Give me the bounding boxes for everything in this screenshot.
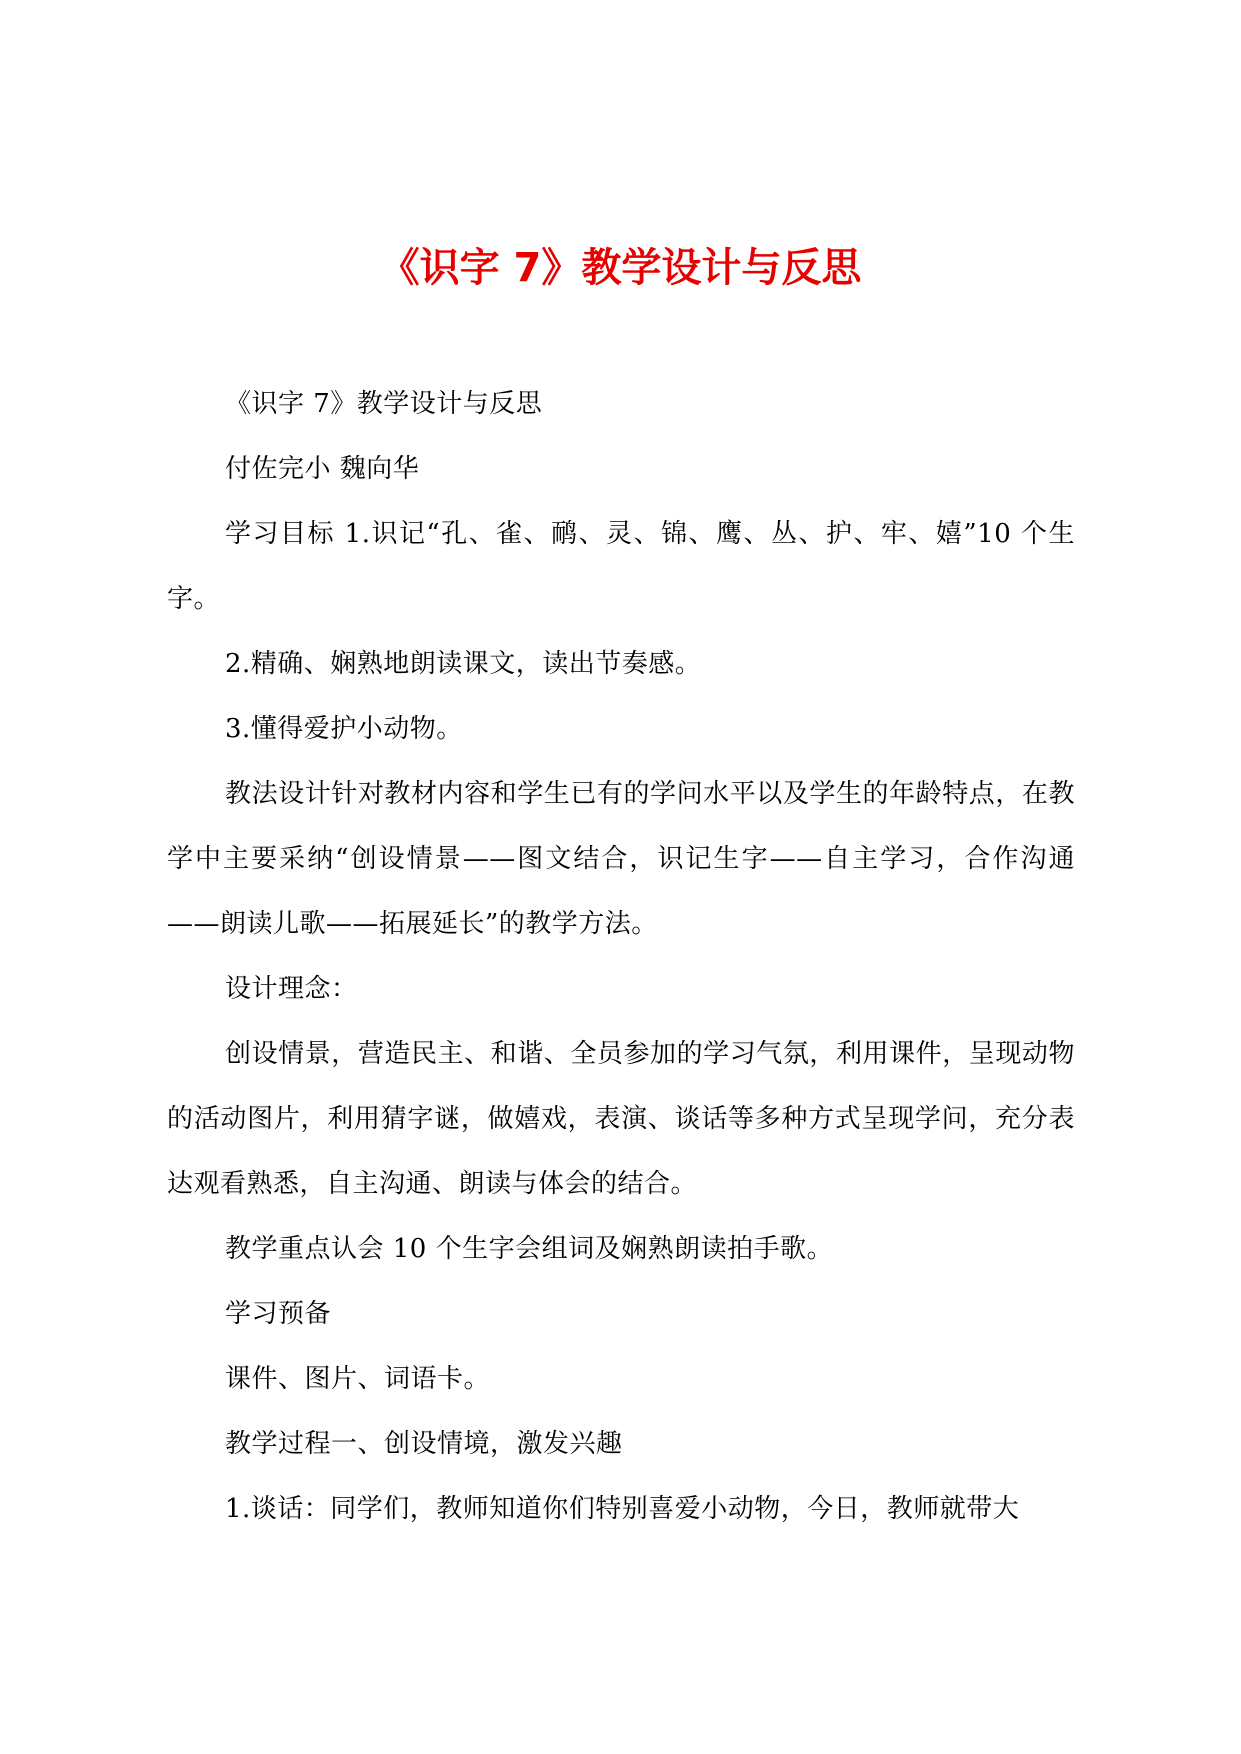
document-body [167,372,1075,1542]
paragraph-preparation: 课件、图片、词语卡。 [225,1364,491,1394]
paragraph-subtitle: 《识字 7》教学设计与反思 [225,389,543,419]
paragraph-teaching-method: 教法设计针对教材内容和学生已有的学问水平以及学生的年龄特点，在教学中主要采纳“创设情景——图文结合，识记生字——自主学习，合作沟通——朗读儿歌——拓展延长”的教学方法。 [167,779,1075,939]
paragraph-learning-goal-3: 3.懂得爱护小动物。 [225,714,463,744]
paragraph-design-concept: 创设情景，营造民主、和谐、全员参加的学习气氛，利用课件，呈现动物的活动图片，利用猜字谜，做嬉戏，表演、谈话等多种方式呈现学问，充分表达观看熟悉，自主沟通、朗读与体会的结合。 [167,1039,1075,1199]
paragraph-teaching-process: 教学过程一、创设情境，激发兴趣 [225,1429,623,1459]
paragraph-learning-goal-1: 学习目标 1.识记“孔、雀、鸸、灵、锦、鹰、丛、护、牢、嬉”10 个生字。 [167,519,1075,614]
paragraph-design-concept-heading: 设计理念： [225,974,358,1004]
paragraph-preparation-heading: 学习预备 [225,1299,332,1329]
paragraph-step-1: 1.谈话：同学们，教师知道你们特别喜爱小动物，今日，教师就带大 [225,1494,1020,1524]
document-title: 《识字 7》教学设计与反思 [379,245,862,291]
paragraph-teaching-focus: 教学重点认会 10 个生字会组词及娴熟朗读拍手歌。 [225,1234,834,1264]
paragraph-learning-goal-2: 2.精确、娴熟地朗读课文，读出节奏感。 [225,649,702,679]
paragraph-author: 付佐完小 魏向华 [225,454,420,484]
